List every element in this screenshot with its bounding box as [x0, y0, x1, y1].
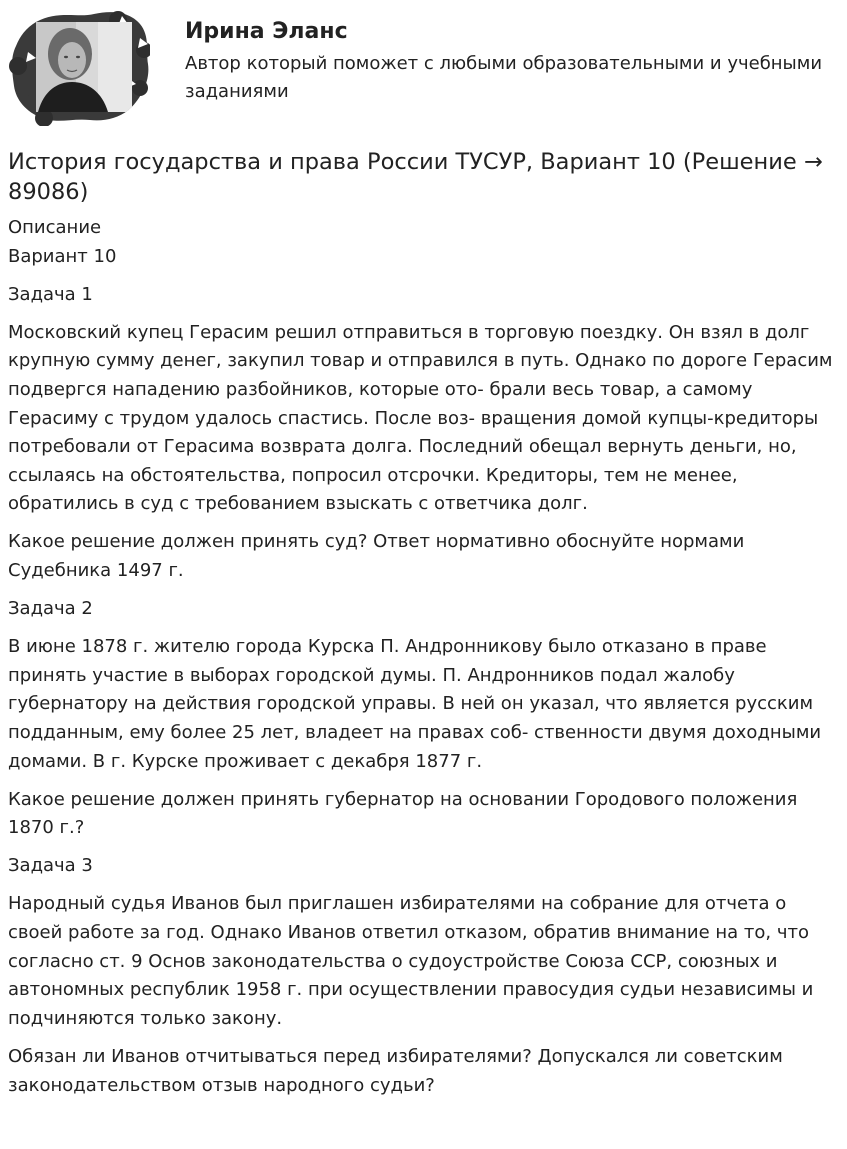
variant-label: Вариант 10 [8, 245, 117, 267]
task-body: Московский купец Герасим решил отправиться в торговую поездку. Он взял в долг крупную сумму денег, закупил товар и отправился в путь. Однако по дороге Герасим подвергся нападению разбойников, которые ото- брали весь товар, а самому Герасиму с трудом удалось спастись. После воз- вращения домой купцы-кредиторы потребовали от Герасима возврата долга. Последний обещал вернуть деньги, но, ссылаясь на обстоятельства, попросил отсрочки. Кредиторы, тем не менее, обратились в суд с требованием взыскать с ответчика долг. [8, 321, 833, 515]
description-label: Описание [8, 217, 102, 238]
page-title: История государства и права России ТУСУР, Вариант 10 (Решение → 89086) [8, 149, 823, 205]
task-heading: Задача 1 [8, 283, 93, 305]
task-body: В июне 1878 г. жителю города Курска П. Андронникову было отказано в праве принять участие в выборах городской думы. П. Андронников подал жалобу губернатору на действия городской управы. В ней он указал, что является русским подданным, ему более 25 лет, владеет на правах соб- ственности двумя доходными домами. В г. Курске проживает с декабря 1877 г. [8, 636, 822, 772]
task-question: Обязан ли Иванов отчитываться перед избирателями? Допускался ли советским законодательством отзыв народного судьи? [8, 1045, 783, 1096]
author-name[interactable]: Ирина Эланс [185, 19, 348, 44]
task-question: Какое решение должен принять губернатор на основании Городового положения 1870 г.? [8, 788, 798, 839]
document-body [8, 214, 838, 1110]
task-heading: Задача 2 [8, 598, 93, 620]
task-heading: Задача 3 [8, 855, 93, 877]
task-body: Народный судья Иванов был приглашен избирателями на собрание для отчета о своей работе за год. Однако Иванов ответил отказом, обратив внимание на то, что согласно ст. 9 Основ законодательства о судоустройстве Союза ССР, союзных и автономных республик 1958 г. при осуществлении правосудия судьи независимы и подчиняются только закону. [8, 893, 814, 1029]
author-avatar [8, 8, 150, 126]
author-description: Автор который поможет с любыми образовательными и учебными заданиями [185, 53, 823, 102]
author-card [8, 8, 838, 126]
task-question: Какое решение должен принять суд? Ответ нормативно обоснуйте нормами Судебника 1497 г. [8, 531, 745, 582]
